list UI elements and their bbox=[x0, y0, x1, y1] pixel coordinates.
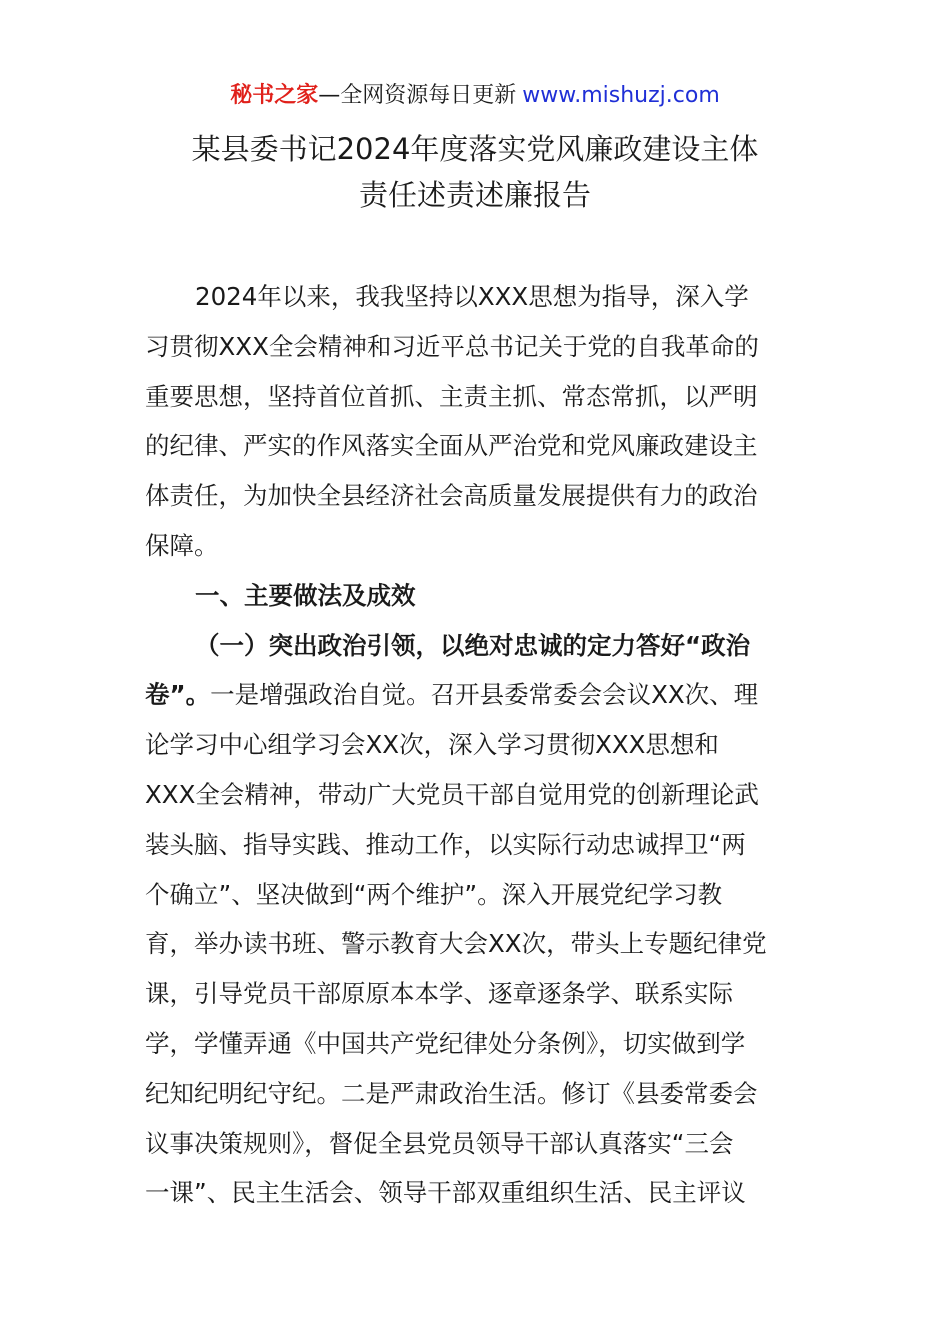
section-heading: 一、主要做法及成效 bbox=[195, 580, 416, 610]
paragraph-line: 议事决策规则》，督促全县党员领导干部认真落实“三会 bbox=[145, 1128, 734, 1158]
site-url-link[interactable]: www.mishuzj.com bbox=[522, 83, 720, 108]
document-body bbox=[145, 272, 810, 1218]
paragraph-line bbox=[145, 670, 810, 720]
paragraph-line: 育，举办读书班、警示教育大会XX次，带头上专题纪律党 bbox=[145, 929, 767, 959]
document-title bbox=[60, 126, 890, 218]
paragraph-line: 2024年以来，我我坚持以XXX思想为指导，深入学 bbox=[195, 282, 749, 311]
title-line-2: 责任述责述廉报告 bbox=[358, 178, 591, 212]
paragraph-line: XXX全会精神，带动广大党员干部自觉用党的创新理论武 bbox=[145, 779, 759, 809]
paragraph-line: 一课”、民主生活会、领导干部双重组织生活、民主评议 bbox=[145, 1178, 746, 1208]
paragraph-line: 个确立”、坚决做到“两个维护”。深入开展党纪学习教 bbox=[145, 879, 723, 909]
paragraph-line: 体责任，为加快全县经济社会高质量发展提供有力的政治 bbox=[145, 481, 758, 511]
paragraph-text: 一是增强政治自觉。召开县委常委会会议XX次、理 bbox=[210, 680, 759, 710]
paragraph-line: 习贯彻XXX全会精神和习近平总书记关于党的自我革命的 bbox=[145, 331, 759, 361]
subsection-heading: （一）突出政治引领，以绝对忠诚的定力答好“政治 bbox=[195, 630, 751, 660]
title-line-1: 某县委书记2024年度落实党风廉政建设主体 bbox=[191, 132, 759, 166]
paragraph-line: 学，学懂弄通《中国共产党纪律处分条例》，切实做到学 bbox=[145, 1028, 746, 1058]
paragraph-line: 装头脑、指导实践、推动工作，以实际行动忠诚捍卫“两 bbox=[145, 829, 746, 859]
paragraph-line: 的纪律、严实的作风落实全面从严治党和党风廉政建设主 bbox=[145, 431, 758, 461]
brand-name: 秘书之家 bbox=[230, 83, 319, 108]
paragraph-line: 论学习中心组学习会XX次，深入学习贯彻XXX思想和 bbox=[145, 730, 719, 760]
paragraph-line: 保障。 bbox=[145, 530, 219, 560]
paragraph-line: 课，引导党员干部原原本本学、逐章逐条学、联系实际 bbox=[145, 979, 733, 1009]
site-tagline: —全网资源每日更新 bbox=[318, 83, 517, 108]
site-header bbox=[0, 80, 950, 112]
subsection-heading-end: 卷”。 bbox=[145, 680, 211, 710]
paragraph-line: 纪知纪明纪守纪。二是严肃政治生活。修订《县委常委会 bbox=[145, 1078, 758, 1108]
paragraph-line: 重要思想，坚持首位首抓、主责主抓、常态常抓，以严明 bbox=[145, 381, 758, 411]
